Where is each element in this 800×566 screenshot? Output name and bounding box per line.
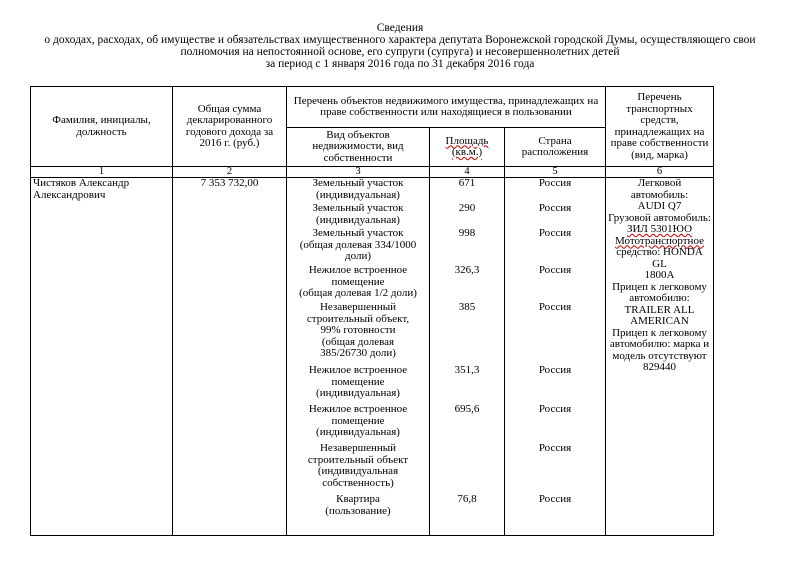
property-type (289, 404, 427, 439)
col-header-area-text: Площадь (кв.м.) (445, 134, 489, 158)
property-country: Россия (538, 264, 572, 276)
property-type (289, 265, 427, 300)
property-type-line: Квартира (336, 493, 380, 505)
vehicle-line: Грузовой автомобиль: (608, 211, 711, 224)
property-area: 326,3 (454, 264, 480, 276)
property-type-line: Нежилое встроенное (308, 364, 408, 376)
property-type-line: Земельный участок (312, 177, 404, 189)
property-type-line: 385/26730 доли) (320, 347, 396, 359)
property-areas-list (432, 178, 502, 535)
person-income: 7 353 732,00 (173, 178, 287, 536)
property-type-line: Незавершенный (319, 301, 397, 313)
property-type-line: доли) (345, 250, 371, 262)
col-header-vehicles: Перечень транспортных средств, принадлежащих на праве собственности (вид, марка) (606, 87, 714, 167)
property-type-line: Незавершенный (319, 442, 397, 454)
property-type-line: строительный объект, (306, 312, 410, 325)
property-type (289, 203, 427, 226)
vehicle-line: Легковой автомобиль: (630, 177, 689, 201)
property-types-list (289, 178, 427, 535)
property-country: Россия (538, 301, 572, 313)
vehicle-line: TRAILER ALL (624, 303, 695, 316)
vehicles-cell (606, 178, 714, 536)
document-subtitle-line1: о доходах, расходах, об имуществе и обязательствах имущественного характера депутата Воронежской городской Думы, осуществляющего свои (44, 34, 756, 46)
column-numbers-row (31, 167, 714, 178)
property-type-line: помещение (331, 275, 385, 288)
property-type-line: (пользование) (325, 504, 391, 517)
property-type-line: 99% готовности (320, 324, 396, 336)
vehicle-line: автомобилю: (629, 292, 690, 304)
table-row (31, 178, 714, 536)
property-area: 695,6 (454, 403, 480, 415)
declaration-table (30, 86, 714, 536)
col-header-income: Общая сумма декларированного годового дохода за 2016 г. (руб.) (173, 87, 287, 167)
vehicles-list (608, 178, 711, 374)
col-header-name: Фамилия, инициалы, должность (31, 87, 173, 167)
property-area: 385 (458, 301, 476, 313)
column-number: 3 (287, 167, 430, 178)
property-country: Россия (538, 493, 572, 505)
property-area: 351,3 (454, 364, 480, 376)
vehicle-line: средство: HONDA GL (616, 246, 703, 270)
column-number: 2 (173, 167, 287, 178)
property-type (289, 178, 427, 201)
property-area: 998 (458, 227, 476, 239)
property-country: Россия (538, 403, 572, 415)
property-type-line: (индивидуальная) (316, 387, 400, 399)
vehicle-line: ЗИЛ 5301ЮО (626, 223, 693, 235)
vehicle-line: Прицеп к легковому (612, 280, 707, 293)
property-country: Россия (538, 227, 572, 239)
property-type (289, 302, 427, 360)
person-name (31, 178, 173, 536)
person-name-text: Чистяков Александр Александрович (33, 177, 130, 201)
property-type-line: (индивидуальная) (316, 188, 400, 201)
vehicle-line: 1800A (644, 269, 675, 281)
property-type (289, 365, 427, 400)
property-type (289, 494, 427, 517)
property-type (289, 228, 427, 263)
document-period: за период с 1 января 2016 года по 31 декабря 2016 года (265, 58, 535, 70)
column-number: 5 (505, 167, 606, 178)
col-header-area (430, 128, 505, 167)
vehicle-line: AMERICAN (630, 315, 689, 327)
property-country: Россия (538, 364, 572, 376)
vehicle-line: Прицеп к легковому (612, 326, 707, 339)
property-type-line: помещение (331, 414, 385, 427)
property-type-line: (индивидуальная) (316, 213, 400, 226)
document-subtitle-line2: полномочия на непостоянной основе, его супруги (супруга) и несовершеннолетних детей (180, 46, 620, 58)
property-type-line: (индивидуальная (317, 465, 399, 477)
property-type-line: строительный объект (307, 453, 409, 466)
property-country: Россия (538, 202, 572, 214)
property-areas-cell (430, 178, 505, 536)
vehicle-line: автомобилю: марка и (609, 338, 710, 350)
property-area: 76,8 (457, 493, 477, 505)
property-country: Россия (538, 442, 572, 454)
column-number: 6 (606, 167, 714, 178)
property-type-line: (общая долевая 1/2 доли) (299, 287, 417, 299)
col-header-country: Страна расположения (505, 128, 606, 167)
property-type-line: (общая долевая 334/1000 (299, 238, 417, 251)
property-type-line: помещение (331, 375, 385, 388)
property-type-line: (индивидуальная) (316, 426, 400, 438)
property-area: 671 (458, 177, 476, 189)
property-type-line: собственность) (322, 476, 394, 489)
document-title: Сведения (376, 22, 424, 34)
property-type-line: Нежилое встроенное (308, 403, 408, 415)
col-header-property-type: Вид объектов недвижимости, вид собственности (287, 128, 430, 167)
property-countries-cell (505, 178, 606, 536)
property-type-line: (общая долевая (321, 335, 395, 348)
property-type (289, 443, 427, 489)
property-type-line: Земельный участок (312, 227, 404, 239)
vehicle-line: 829440 (643, 361, 676, 373)
property-countries-list (507, 178, 603, 535)
property-type-line: Земельный участок (312, 202, 404, 214)
column-number: 1 (31, 167, 173, 178)
vehicle-line: Мототранспортное (615, 234, 704, 247)
property-country: Россия (538, 177, 572, 189)
column-number: 4 (430, 167, 505, 178)
col-header-property-group: Перечень объектов недвижимого имущества, принадлежащих на праве собственности или находящиеся в пользовании (287, 87, 606, 128)
property-area: 290 (458, 202, 476, 214)
vehicle-line: AUDI Q7 (637, 200, 682, 212)
property-types-cell (287, 178, 430, 536)
property-type-line: Нежилое встроенное (308, 264, 408, 276)
vehicle-line: модель отсутствуют (612, 349, 707, 362)
